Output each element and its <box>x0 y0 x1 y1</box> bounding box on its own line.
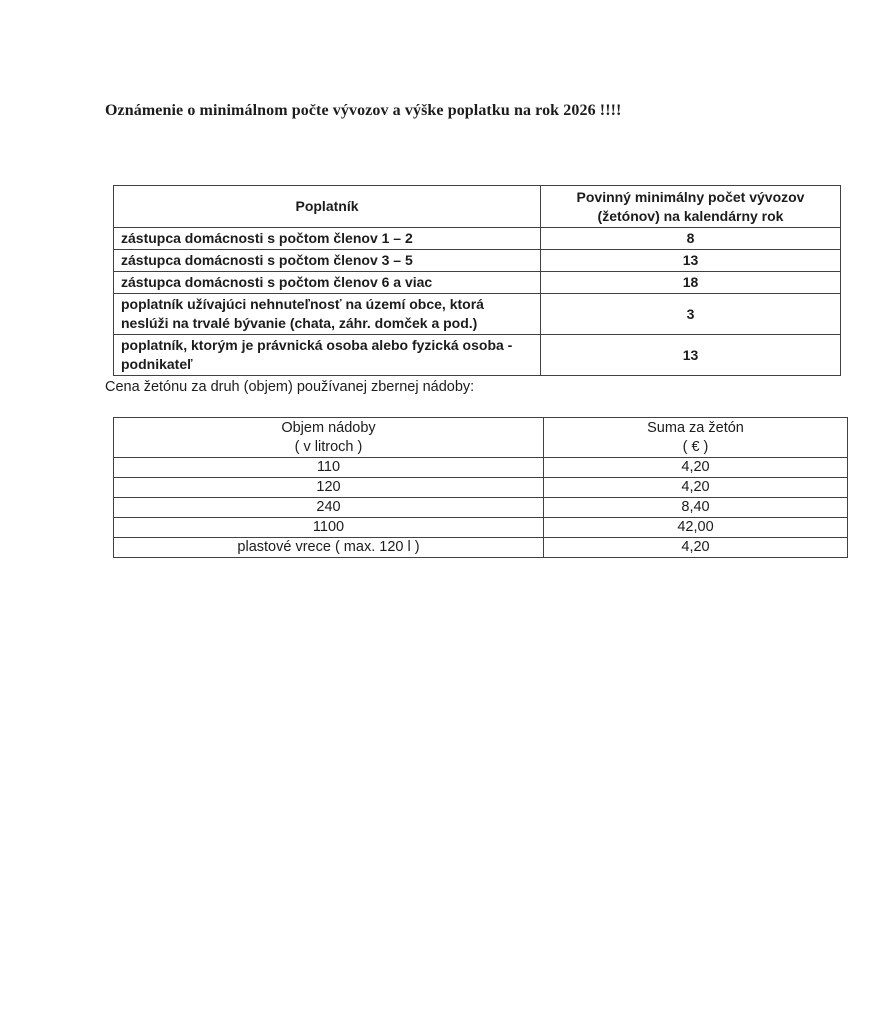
minimum-pickups-table <box>113 185 841 376</box>
table-row <box>114 272 841 294</box>
row-label-cell: 110 <box>114 458 544 478</box>
table-row <box>114 228 841 250</box>
table-row <box>114 498 848 518</box>
row-label-cell: zástupca domácnosti s počtom členov 1 – 2 <box>114 228 541 250</box>
header-line-1: Objem nádoby <box>281 419 376 436</box>
row-label-cell: zástupca domácnosti s počtom členov 3 – 5 <box>114 250 541 272</box>
row-value-cell: 42,00 <box>544 518 848 538</box>
price-intro-text: Cena žetónu za druh (objem) používanej zbernej nádoby: <box>105 379 475 395</box>
table-row <box>114 294 841 335</box>
header-line-2: ( € ) <box>682 438 709 455</box>
row-value-cell: 4,20 <box>544 478 848 498</box>
header-cell-objem-nadoby <box>114 418 544 458</box>
row-label-cell: poplatník užívajúci nehnuteľnosť na území obce, ktorá neslúži na trvalé bývanie (chata, záhr. domček a pod.) <box>114 294 541 335</box>
row-label-cell: 120 <box>114 478 544 498</box>
row-value-cell: 4,20 <box>544 458 848 478</box>
row-value-cell: 13 <box>541 250 841 272</box>
header-line-1: Povinný minimálny počet vývozov <box>576 188 805 205</box>
row-value-cell: 3 <box>541 294 841 335</box>
row-value-cell: 13 <box>541 335 841 376</box>
header-line-1: Suma za žetón <box>647 419 744 436</box>
table-row <box>114 250 841 272</box>
row-value-cell: 8,40 <box>544 498 848 518</box>
table-header-row <box>114 186 841 228</box>
table-header-row <box>114 418 848 458</box>
table-row <box>114 538 848 558</box>
token-price-table <box>113 417 848 558</box>
row-value-cell: 8 <box>541 228 841 250</box>
table-row <box>114 478 848 498</box>
table-row <box>114 458 848 478</box>
table-row <box>114 335 841 376</box>
header-cell-suma-za-zeton <box>544 418 848 458</box>
document-title: Oznámenie o minimálnom počte vývozov a výške poplatku na rok 2026 !!!! <box>105 102 622 119</box>
header-line-2: ( v litroch ) <box>294 438 363 455</box>
row-label-cell: 1100 <box>114 518 544 538</box>
row-value-cell: 4,20 <box>544 538 848 558</box>
row-label-cell: poplatník, ktorým je právnická osoba alebo fyzická osoba - podnikateľ <box>114 335 541 376</box>
header-cell-pocet-vyvozov <box>541 186 841 228</box>
row-label-cell: plastové vrece ( max. 120 l ) <box>114 538 544 558</box>
row-value-cell: 18 <box>541 272 841 294</box>
table-row <box>114 518 848 538</box>
header-line-2: (žetónov) na kalendárny rok <box>597 207 784 224</box>
header-cell-poplatnik: Poplatník <box>114 186 541 228</box>
row-label-cell: 240 <box>114 498 544 518</box>
row-label-cell: zástupca domácnosti s počtom členov 6 a viac <box>114 272 541 294</box>
